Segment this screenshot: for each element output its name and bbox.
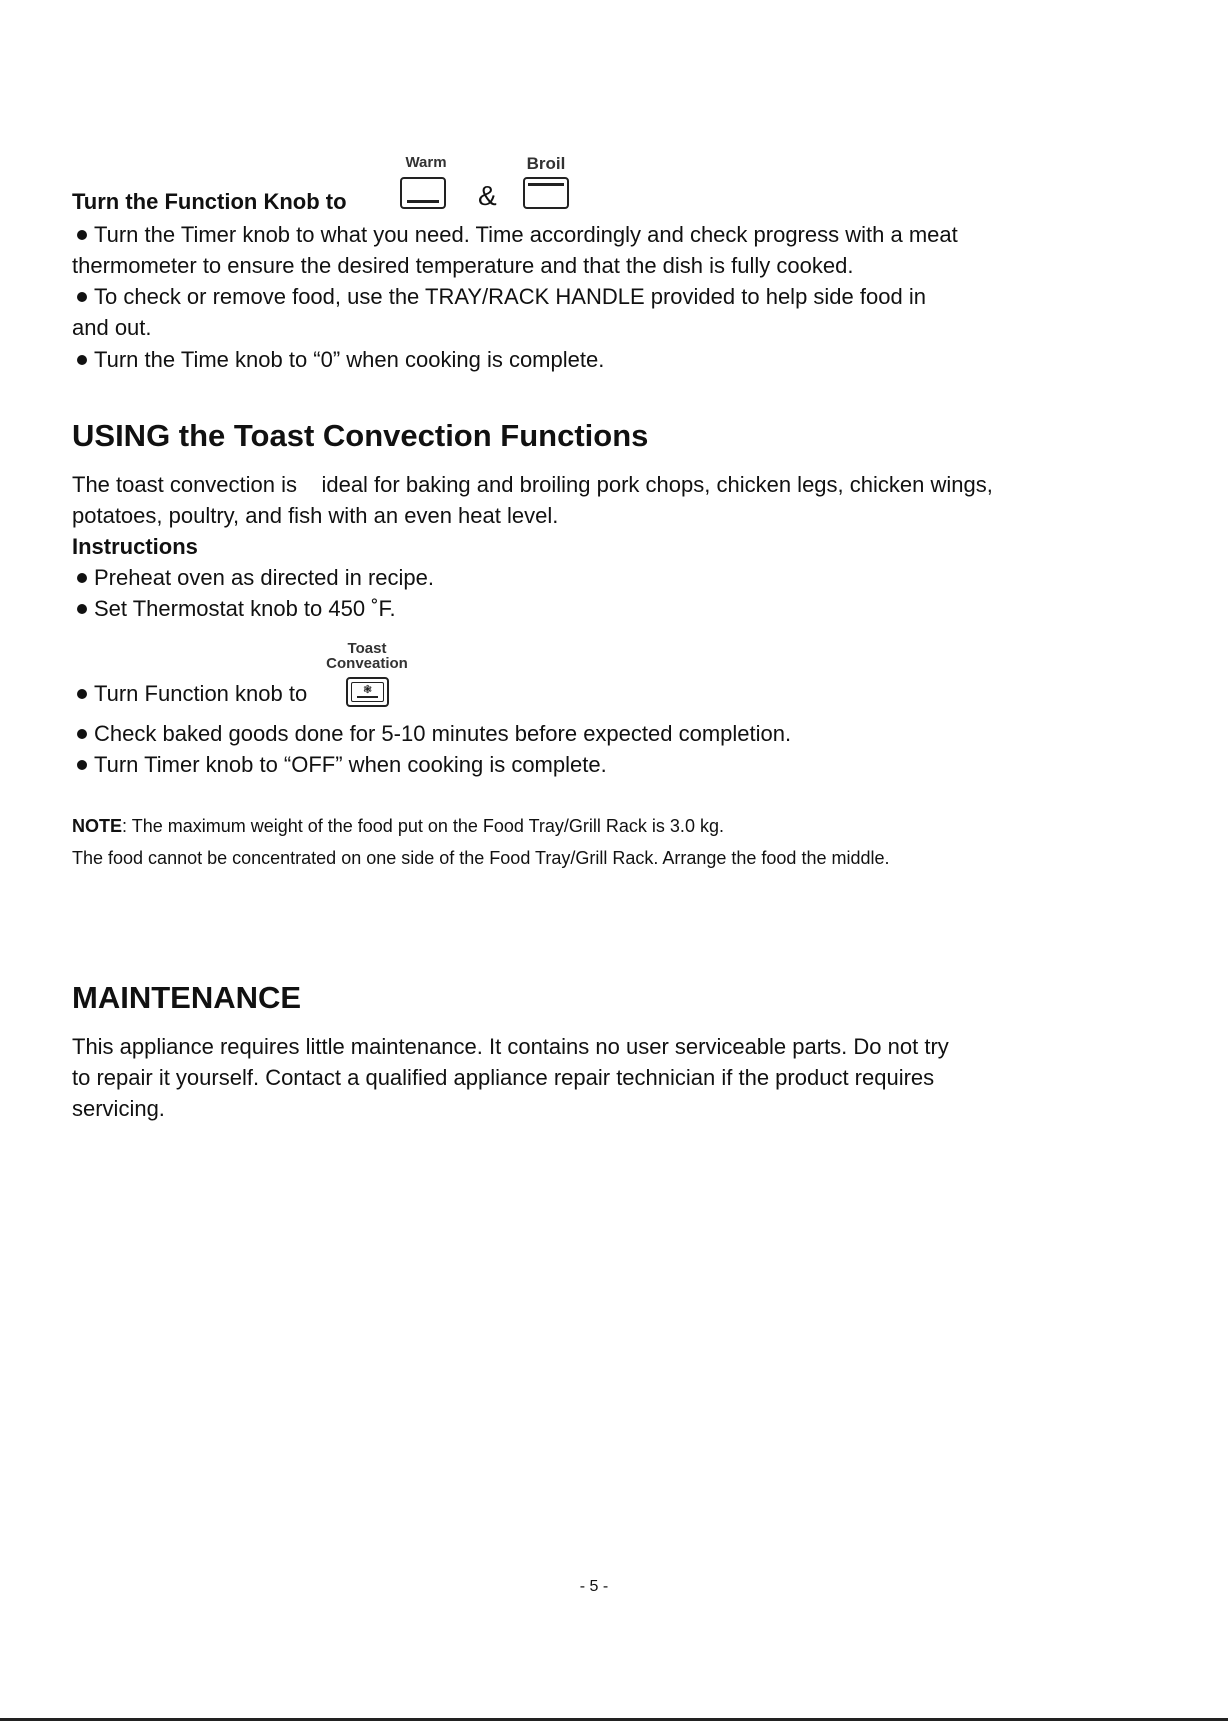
list-item: Set Thermostat knob to 450 ˚F. xyxy=(64,593,396,624)
section-heading-maintenance: MAINTENANCE xyxy=(72,980,302,1015)
list-item: Preheat oven as directed in recipe. xyxy=(64,562,434,593)
list-item: Turn Function knob to xyxy=(64,678,307,709)
toast-convection-icon-label: Conveation xyxy=(326,655,408,672)
note-label: NOTE xyxy=(72,816,123,836)
intro-text: potatoes, poultry, and fish with an even heat level. xyxy=(72,503,559,528)
bullet-icon xyxy=(77,729,87,739)
maintenance-text: This appliance requires little maintenance. It contains no user serviceable parts. Do not try xyxy=(72,1034,949,1059)
section-heading-toast-convection: USING the Toast Convection Functions xyxy=(72,418,649,453)
list-item-continuation: and out. xyxy=(72,315,152,340)
bullet-icon xyxy=(77,689,87,699)
list-item: Turn Timer knob to “OFF” when cooking is complete. xyxy=(64,749,607,780)
instructions-label: Instructions xyxy=(72,534,198,559)
broil-icon-label: Broil xyxy=(526,154,566,173)
toast-convection-icon-label: Toast xyxy=(347,640,387,657)
toast-convection-fan-icon: ❃ xyxy=(346,677,389,707)
bullet-icon xyxy=(77,604,87,614)
bullet-icon xyxy=(77,292,87,302)
list-item: Turn the Time knob to “0” when cooking is complete. xyxy=(64,344,604,375)
bullet-icon xyxy=(77,355,87,365)
maintenance-text: to repair it yourself. Contact a qualified appliance repair technician if the product requires xyxy=(72,1065,935,1090)
bullet-icon xyxy=(77,573,87,583)
note-line: NOTE: The maximum weight of the food put on the Food Tray/Grill Rack is 3.0 kg. xyxy=(72,816,724,836)
intro-text: The toast convection is ideal for baking and broiling pork chops, chicken legs, chicken wings, xyxy=(72,472,993,497)
function-knob-instruction: Turn the Function Knob to xyxy=(72,189,347,214)
maintenance-text: servicing. xyxy=(72,1096,165,1121)
warm-icon-label: Warm xyxy=(405,154,447,171)
list-item: Turn the Timer knob to what you need. Time accordingly and check progress with a meat xyxy=(64,219,958,250)
bullet-icon xyxy=(77,760,87,770)
ampersand: & xyxy=(478,180,497,211)
warm-bottom-element-icon xyxy=(400,177,446,209)
bullet-icon xyxy=(77,230,87,240)
list-item: Check baked goods done for 5-10 minutes before expected completion. xyxy=(64,718,791,749)
page-number: - 5 - xyxy=(579,1578,609,1595)
broil-top-element-icon xyxy=(523,177,569,209)
list-item-continuation: thermometer to ensure the desired temperature and that the dish is fully cooked. xyxy=(72,253,854,278)
note-line: The food cannot be concentrated on one side of the Food Tray/Grill Rack. Arrange the food the middle. xyxy=(72,848,890,868)
list-item: To check or remove food, use the TRAY/RACK HANDLE provided to help side food in xyxy=(64,281,926,312)
